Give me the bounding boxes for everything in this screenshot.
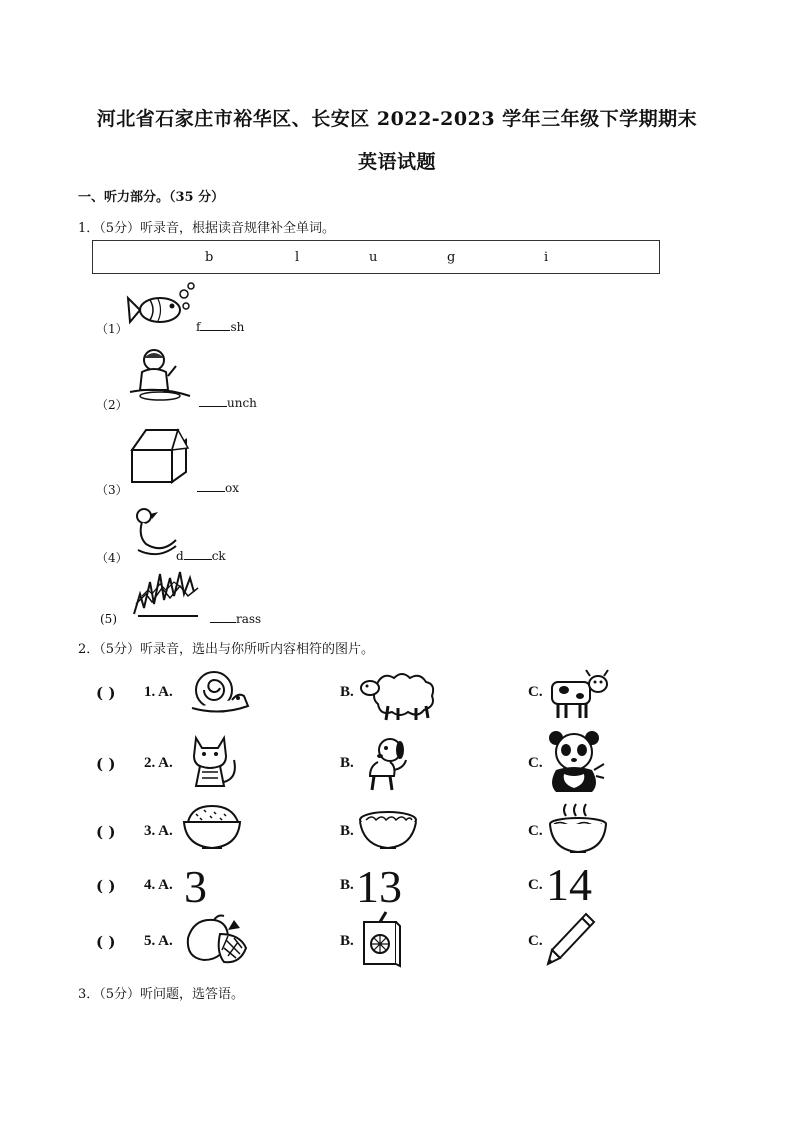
letter-option: g — [447, 250, 456, 265]
noodles-picture — [358, 808, 420, 852]
answer-paren[interactable]: ( ) — [96, 755, 116, 773]
word-suffix: ck — [211, 549, 226, 563]
item-number: (5) — [100, 612, 117, 626]
letter-option: b — [205, 250, 214, 265]
word-blank-box[interactable] — [197, 481, 239, 495]
word-blank-duck[interactable] — [176, 549, 226, 563]
word-prefix: f — [196, 320, 201, 334]
blank-line — [200, 320, 230, 331]
item-number: （3） — [96, 483, 128, 497]
panda-picture — [546, 730, 606, 796]
sheep-picture — [360, 666, 444, 722]
letter-option: i — [544, 250, 549, 265]
answer-paren[interactable]: ( ) — [96, 684, 116, 702]
word-blank-grass[interactable] — [210, 612, 261, 626]
row-label: 3. A. — [144, 823, 173, 839]
section-heading: 一、听力部分。（35 分） — [78, 190, 225, 205]
cat-picture — [190, 734, 244, 792]
option-b-label: B. — [340, 684, 354, 700]
option-b-label: B. — [340, 823, 354, 839]
number-14-picture: 14 — [546, 859, 592, 910]
blank-line — [197, 481, 225, 492]
mango-picture — [184, 914, 250, 966]
row-label: 5. A. — [144, 933, 173, 949]
item-number: （1） — [96, 322, 128, 336]
page-title: 河北省石家庄市裕华区、长安区 2022-2023 学年三年级下学期期末 — [96, 108, 698, 130]
dog-picture — [360, 734, 410, 794]
letter-option: l — [295, 250, 300, 265]
blank-line — [199, 396, 227, 407]
pencil-picture — [546, 912, 596, 968]
question-1-label: 1．（5分）听录音，根据读音规律补全单词。 — [78, 221, 336, 236]
box-picture — [128, 428, 190, 486]
question-3-label: 3．（5分）听问题，选答语。 — [78, 987, 245, 1002]
option-c-label: C. — [528, 684, 543, 700]
answer-paren[interactable]: ( ) — [96, 933, 116, 951]
blank-line — [184, 549, 212, 560]
number-13-picture: 13 — [356, 861, 402, 912]
option-c-label: C. — [528, 933, 543, 949]
snail-picture — [188, 668, 250, 716]
duck-picture — [130, 506, 180, 562]
item-number: （4） — [96, 551, 128, 565]
word-suffix: sh — [230, 320, 245, 334]
soup-picture — [548, 802, 608, 856]
question-2-label: 2．（5分）听录音，选出与你所听内容相符的图片。 — [78, 642, 375, 657]
row-label: 2. A. — [144, 755, 173, 771]
cow-picture — [546, 664, 612, 722]
word-suffix: unch — [227, 396, 257, 410]
item-number: （2） — [96, 398, 128, 412]
option-b-label: B. — [340, 933, 354, 949]
answer-paren[interactable]: ( ) — [96, 823, 116, 841]
page-subtitle: 英语试题 — [357, 151, 436, 173]
row-label: 1. A. — [144, 684, 173, 700]
fish-picture — [128, 284, 201, 334]
number-3-picture: 3 — [184, 861, 207, 912]
row-label: 4. A. — [144, 877, 173, 893]
option-c-label: C. — [528, 823, 543, 839]
letter-option: u — [369, 250, 378, 265]
word-prefix: d — [176, 549, 184, 563]
word-suffix: rass — [236, 612, 262, 626]
rice-picture — [182, 804, 244, 852]
lunch-picture — [130, 348, 192, 406]
word-suffix: ox — [225, 481, 239, 495]
option-c-label: C. — [528, 877, 543, 893]
option-c-label: C. — [528, 755, 543, 771]
letter-box — [92, 240, 660, 274]
juice-box-picture — [360, 912, 402, 968]
answer-paren[interactable]: ( ) — [96, 877, 116, 895]
option-b-label: B. — [340, 877, 354, 893]
grass-picture — [132, 566, 202, 618]
word-blank-lunch[interactable] — [199, 396, 257, 410]
word-blank-fish[interactable] — [196, 320, 244, 334]
option-b-label: B. — [340, 755, 354, 771]
blank-line — [210, 612, 236, 623]
